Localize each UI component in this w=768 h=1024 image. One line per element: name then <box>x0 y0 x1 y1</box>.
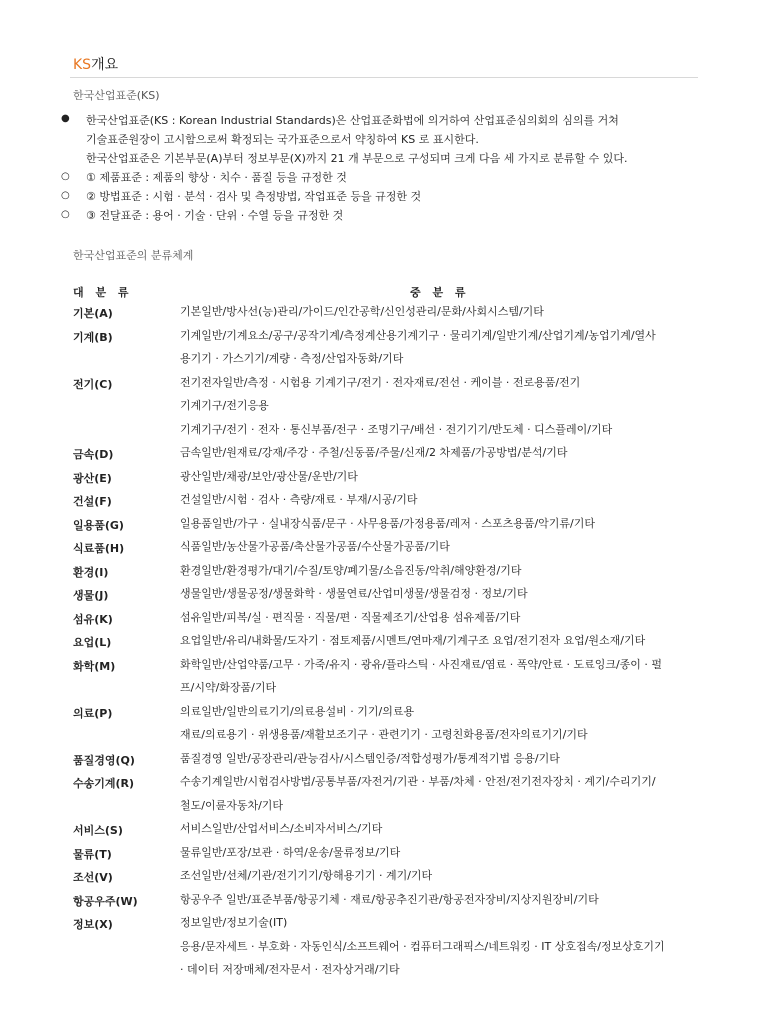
minor-category-line: 일용품일반/가구 · 실내장식품/문구 · 사무용품/가정용품/레저 · 스포츠용품/악기류/기타 <box>180 516 595 530</box>
minor-categories <box>180 611 740 635</box>
major-category: 물류(T) <box>73 847 112 861</box>
minor-categories <box>180 470 740 494</box>
minor-categories <box>180 564 740 588</box>
minor-categories <box>180 517 740 541</box>
minor-category-line: 기계일반/기계요소/공구/공작기계/측정계산용기계기구 · 물리기계/일반기계/산업기계/농업기계/열사 <box>180 328 656 342</box>
minor-category-line: 수송기계일반/시험검사방법/공통부품/자전거/기관 · 부품/차체 · 안전/전기전자장치 · 계기/수리기기/ <box>180 775 656 788</box>
minor-category-line: 건설일반/시험 · 검사 · 측량/재료 · 부재/시공/기타 <box>180 493 418 506</box>
minor-category-line: 항공우주 일반/표준부품/항공기체 · 재료/항공추진기관/항공전자장비/지상지원장비/기타 <box>180 892 599 906</box>
minor-category-line: 기계기구/전기 · 전자 · 통신부품/전구 · 조명기구/배선 · 전기기기/반도체 · 디스플레이/기타 <box>180 422 613 436</box>
major-category: 건설(F) <box>73 495 112 508</box>
minor-category-line: 금속일반/원재료/강재/주강 · 주철/신동품/주물/신재/2 차제품/가공방법/분석/기타 <box>180 446 568 459</box>
minor-categories <box>180 446 740 470</box>
minor-categories <box>180 493 740 517</box>
table-header-minor: 중 분 류 <box>410 286 470 299</box>
minor-categories <box>180 916 740 987</box>
minor-category-line: 기계기구/전기응용 <box>180 399 269 412</box>
minor-categories <box>180 634 740 658</box>
major-category: 광산(E) <box>73 471 112 485</box>
minor-category-line: 정보일반/정보기술(IT) <box>180 916 288 929</box>
major-category: 환경(I) <box>73 565 109 579</box>
minor-categories <box>180 752 740 776</box>
minor-categories <box>180 775 740 822</box>
minor-category-line: 의료일반/일반의료기기/의료용설비 · 기기/의료용 <box>180 704 415 718</box>
major-category: 섬유(K) <box>73 612 113 626</box>
title-rest: 개요 <box>91 57 119 73</box>
minor-category-line: 광산일반/채광/보안/광산물/운반/기타 <box>180 469 358 483</box>
minor-categories <box>180 587 740 611</box>
intro-line: 한국산업표준(KS : Korean Industrial Standards)은 산업표준화법에 의거하여 산업표준심의회의 심의를 거쳐 <box>86 114 619 127</box>
bullet-circle-icon: ○ <box>61 190 70 201</box>
major-category: 요업(L) <box>73 636 112 649</box>
major-category: 전기(C) <box>73 377 113 391</box>
minor-categories <box>180 893 740 917</box>
minor-category-line: 조선일반/선체/기관/전기기기/항해용기기 · 계기/기타 <box>180 869 433 882</box>
minor-categories <box>180 305 740 329</box>
section-heading-classification: 한국산업표준의 분류체계 <box>73 249 194 262</box>
minor-category-line: 섬유일반/피복/실 · 편직물 · 직물/편 · 직물제조기/산업용 섬유제품/기타 <box>180 610 521 624</box>
major-category: 항공우주(W) <box>73 894 138 908</box>
major-category: 금속(D) <box>73 448 114 461</box>
major-category: 서비스(S) <box>73 824 123 837</box>
page-title <box>73 54 118 74</box>
intro-line: 기술표준원장이 고시함으로써 확정되는 국가표준으로서 약칭하여 KS 로 표시한다. <box>86 133 479 146</box>
minor-category-line: 철도/이륜자동차/기타 <box>180 798 284 812</box>
bullet-item: ② 방법표준 : 시험 · 분석 · 검사 및 측정방법, 작업표준 등을 규정한 것 <box>86 190 422 203</box>
minor-categories <box>180 846 740 870</box>
minor-categories <box>180 329 740 376</box>
major-category: 기본(A) <box>73 307 113 320</box>
minor-category-line: 기본일반/방사선(능)관리/가이드/인간공학/신인성관리/문화/사회시스템/기타 <box>180 305 544 318</box>
major-category: 정보(X) <box>73 918 113 931</box>
table-header-major: 대 분 류 <box>73 286 133 299</box>
minor-category-line: 전기전자일반/측정 · 시험용 기계기구/전기 · 전자재료/전선 · 케이블 · 전로용품/전기 <box>180 375 581 389</box>
minor-category-line: 품질경영 일반/공장관리/관능검사/시스템인증/적합성평가/통계적기법 응용/기타 <box>180 751 560 765</box>
bullet-item: ① 제품표준 : 제품의 향상 · 치수 · 품질 등을 규정한 것 <box>86 171 347 184</box>
bullet-circle-icon: ○ <box>61 171 70 182</box>
minor-category-line: 화학일반/산업약품/고무 · 가죽/유지 · 광유/플라스틱 · 사진재료/염료 · 폭약/안료 · 도료잉크/종이 · 펄 <box>180 657 663 671</box>
minor-categories <box>180 540 740 564</box>
minor-category-line: 프/시약/화장품/기타 <box>180 681 277 694</box>
major-category: 생물(J) <box>73 589 109 602</box>
minor-categories <box>180 869 740 893</box>
major-category: 화학(M) <box>73 659 116 673</box>
intro-line: 한국산업표준은 기본부문(A)부터 정보부문(X)까지 21 개 부문으로 구성되며 크게 다음 세 가지로 분류할 수 있다. <box>86 152 628 165</box>
minor-category-line: 식품일반/농산물가공품/축산물가공품/수산물가공품/기타 <box>180 540 450 553</box>
major-category: 수송기계(R) <box>73 777 135 790</box>
minor-category-line: 재료/의료용기 · 위생용품/재활보조기구 · 관련기기 · 고령친화용품/전자의료기기/기타 <box>180 728 588 741</box>
intro-paragraph <box>86 111 726 168</box>
section-heading-ks: 한국산업표준(KS) <box>73 89 160 102</box>
minor-category-line: 물류일반/포장/보관 · 하역/운송/물류정보/기타 <box>180 845 401 859</box>
minor-categories <box>180 822 740 846</box>
minor-category-line: 환경일반/환경평가/대기/수질/토양/폐기물/소음진동/악취/해양환경/기타 <box>180 563 522 577</box>
minor-categories <box>180 658 740 705</box>
bullet-circle-icon: ○ <box>61 209 70 220</box>
minor-category-line: 요업일반/유리/내화물/도자기 · 점토제품/시멘트/연마재/기계구조 요업/전기전자 요업/원소재/기타 <box>180 634 646 647</box>
title-divider <box>70 77 698 78</box>
minor-category-line: · 데이터 저장매체/전자문서 · 전자상거래/기타 <box>180 963 400 976</box>
major-category: 의료(P) <box>73 706 113 720</box>
major-category: 식료품(H) <box>73 542 125 555</box>
major-category: 조선(V) <box>73 871 113 884</box>
major-category: 기계(B) <box>73 330 113 344</box>
minor-categories <box>180 376 740 447</box>
title-ks: KS <box>73 57 92 73</box>
minor-category-line: 용기기 · 가스기기/계량 · 측정/산업자동화/기타 <box>180 352 404 365</box>
bullet-item: ③ 전달표준 : 용어 · 기술 · 단위 · 수열 등을 규정한 것 <box>86 209 344 222</box>
minor-category-line: 서비스일반/산업서비스/소비자서비스/기타 <box>180 822 383 835</box>
minor-category-line: 생물일반/생물공정/생물화학 · 생물연료/산업미생물/생물검정 · 정보/기타 <box>180 587 528 600</box>
major-category: 품질경영(Q) <box>73 753 135 767</box>
major-category: 일용품(G) <box>73 518 124 532</box>
minor-category-line: 응용/문자세트 · 부호화 · 자동인식/소프트웨어 · 컴퓨터그래픽스/네트워킹 · IT 상호접속/정보상호기기 <box>180 939 665 953</box>
minor-categories <box>180 705 740 752</box>
bullet-dot-icon: ● <box>61 113 70 124</box>
